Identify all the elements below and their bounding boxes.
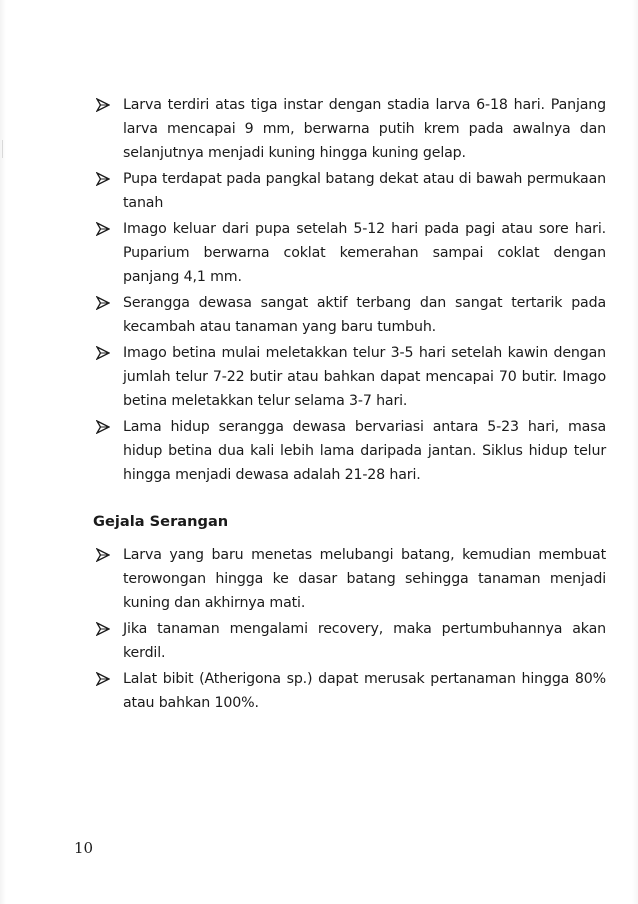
list-item: Pupa terdapat pada pangkal batang dekat atau di bawah permukaan tanah [90,167,606,215]
symptoms-list [90,543,606,717]
list-item: Lama hidup serangga dewasa bervariasi antara 5-23 hari, masa hidup betina dua kali lebih lama daripada jantan. Siklus hidup telur hingga menjadi dewasa adalah 21-28 hari. [90,415,606,487]
list-item: Lalat bibit (Atherigona sp.) dapat merusak pertanaman hingga 80% atau bahkan 100%. [90,667,606,715]
list-item: Serangga dewasa sangat aktif terbang dan sangat tertarik pada kecambah atau tanaman yang baru tumbuh. [90,291,606,339]
arrowhead-bullet-icon [96,296,110,310]
list-item: Imago betina mulai meletakkan telur 3-5 hari setelah kawin dengan jumlah telur 7-22 butir atau bahkan dapat mencapai 70 butir. Imago betina meletakkan telur selama 3-7 hari. [90,341,606,413]
arrowhead-bullet-icon [96,346,110,360]
arrowhead-bullet-icon [96,98,110,112]
arrowhead-bullet-icon [96,548,110,562]
arrowhead-bullet-icon [96,420,110,434]
arrowhead-bullet-icon [96,622,110,636]
scan-edge-mark [2,140,3,158]
list-item: Larva terdiri atas tiga instar dengan stadia larva 6-18 hari. Panjang larva mencapai 9 mm, berwarna putih krem pada awalnya dan selanjutnya menjadi kuning hingga kuning gelap. [90,93,606,165]
life-cycle-list [90,93,606,489]
arrowhead-bullet-icon [96,172,110,186]
arrowhead-bullet-icon [96,222,110,236]
section-heading: Gejala Serangan [93,513,229,530]
list-item: Larva yang baru menetas melubangi batang, kemudian membuat terowongan hingga ke dasar batang sehingga tanaman menjadi kuning dan akhirnya mati. [90,543,606,615]
list-item: Imago keluar dari pupa setelah 5-12 hari pada pagi atau sore hari. Puparium berwarna coklat kemerahan sampai coklat dengan panjang 4,1 mm. [90,217,606,289]
list-item: Jika tanaman mengalami recovery, maka pertumbuhannya akan kerdil. [90,617,606,665]
page-number: 10 [74,839,94,857]
arrowhead-bullet-icon [96,672,110,686]
